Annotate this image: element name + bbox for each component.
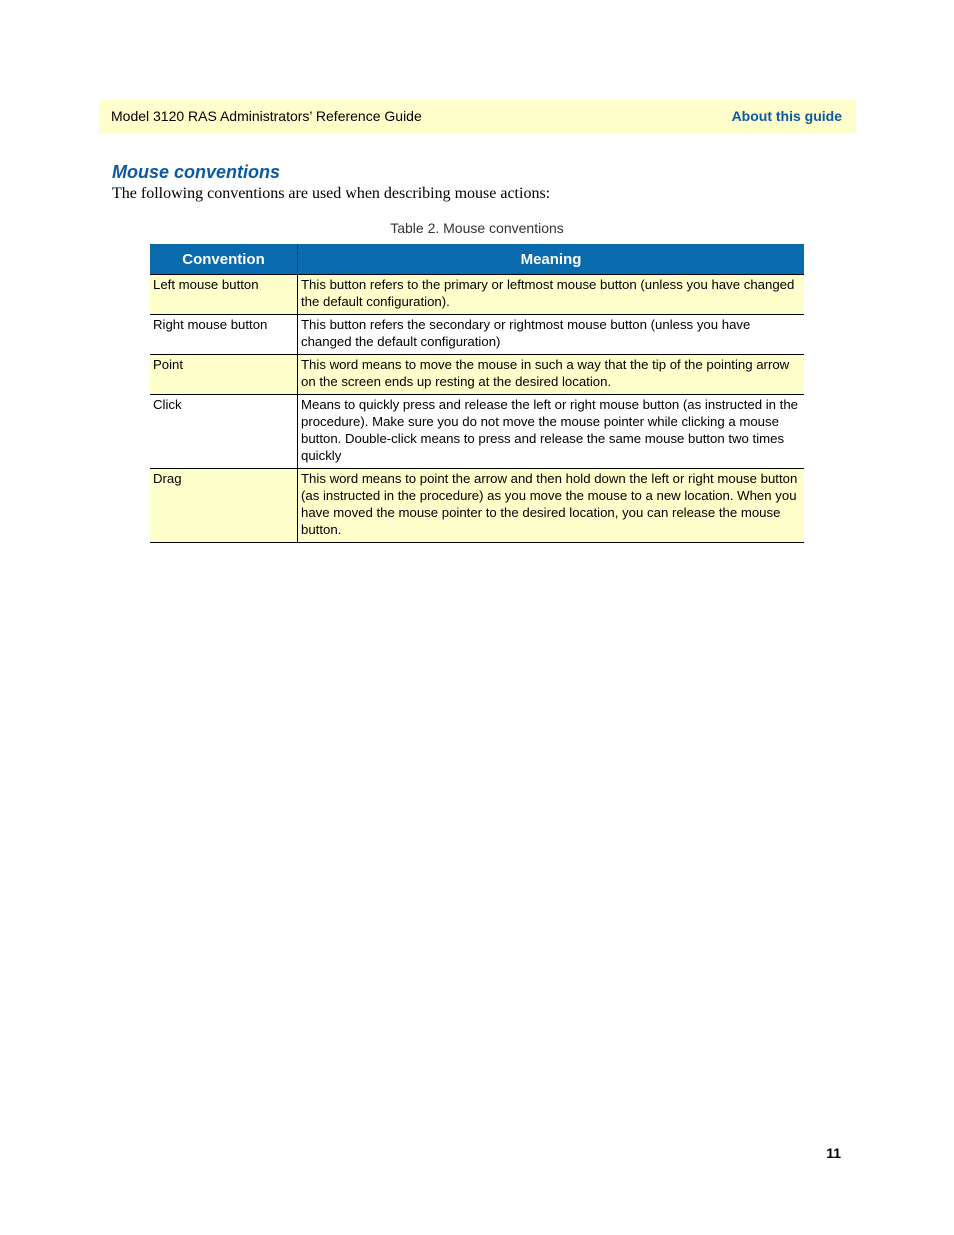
meaning-cell: Means to quickly press and release the left or right mouse button (as instructed in the procedure). Make sure you do not move the mouse pointer while clicking a mouse button. Double-click means to press and release the same mouse button two times quickly [298,395,805,469]
header-document-title: Model 3120 RAS Administrators’ Reference Guide [111,108,422,124]
convention-cell: Point [150,355,298,395]
section-title: Mouse conventions [112,162,281,182]
meaning-cell: This button refers to the primary or leftmost mouse button (unless you have changed the default configuration). [298,275,805,315]
mouse-conventions-table [150,244,804,543]
meaning-cell: This button refers the secondary or rightmost mouse button (unless you have changed the default configuration) [298,315,805,355]
table-row [150,315,804,355]
convention-cell: Right mouse button [150,315,298,355]
header-chapter-title: About this guide [731,108,842,124]
column-header-convention: Convention [150,244,298,275]
table-caption: Table 2. Mouse conventions [390,220,564,236]
convention-cell: Drag [150,469,298,543]
intro-paragraph: The following conventions are used when describing mouse actions: [112,185,551,202]
convention-cell: Click [150,395,298,469]
meaning-cell: This word means to point the arrow and then hold down the left or right mouse button (as instructed in the procedure) as you move the mouse to a new location. When you have moved the mouse pointer to the desired location, you can release the mouse button. [298,469,805,543]
running-header [99,100,856,134]
convention-cell: Left mouse button [150,275,298,315]
table-header-row [150,244,804,275]
table-row [150,355,804,395]
table-row [150,275,804,315]
table-row [150,469,804,543]
table-row [150,395,804,469]
column-header-meaning: Meaning [298,244,805,275]
meaning-cell: This word means to move the mouse in such a way that the tip of the pointing arrow on the screen ends up resting at the desired location. [298,355,805,395]
page-number: 11 [826,1145,841,1161]
